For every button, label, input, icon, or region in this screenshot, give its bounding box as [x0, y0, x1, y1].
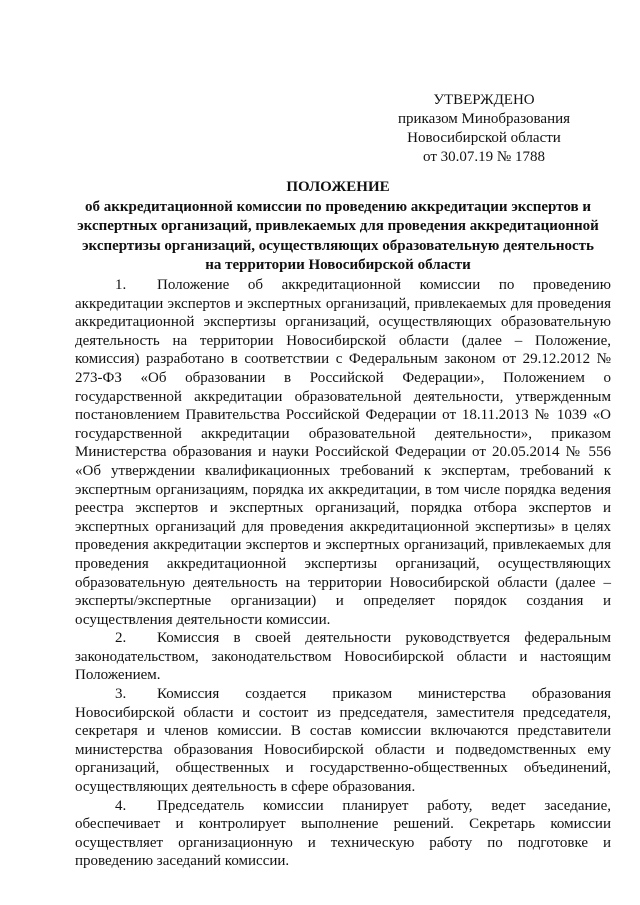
- approval-line-1: УТВЕРЖДЕНО: [433, 92, 535, 108]
- document-title: [60, 178, 616, 276]
- paragraph-3: [75, 685, 611, 797]
- title-heading: ПОЛОЖЕНИЕ: [286, 179, 390, 195]
- paragraph-number: 1.: [115, 277, 127, 293]
- paragraph-text: Комиссия в своей деятельности руководствуется федеральным законодательством, законодательством Новосибирской области и настоящим Положением.: [75, 630, 611, 684]
- paragraph-text: Комиссия создается приказом министерства образования Новосибирской области и состоит из председателя, заместителя председателя, секретаря и членов комиссии. В состав комиссии включаются представители министерства образования Новосибирской области и подведомственных ему организаций, общественных и государственно-общественных объединений, осуществляющих деятельность в сфере образования.: [75, 686, 611, 796]
- title-line-2: экспертных организаций, привлекаемых для проведения аккредитационной: [77, 218, 599, 234]
- paragraph-number: 2.: [115, 630, 127, 647]
- title-line-3: экспертизы организаций, осуществляющих образовательную деятельность: [82, 237, 594, 254]
- paragraph-text: Положение об аккредитационной комиссии по проведению аккредитации экспертов и экспертных организаций, привлекаемых для проведения аккредитационной экспертизы организаций, осуществляющих образовательную деятельность на территории Новосибирской области (далее – Положение, комиссия) разработано в соответствии с Федеральным законом от 29.12.2012 № 273-ФЗ «Об образовании в Российской Федерации», Положением о государственной аккредитации образовательной деятельности, утвержденным постановлением Правительства Российской Федерации от 18.11.2013 № 1039 «О государственной аккредитации образовательной деятельности», приказом Министерства образования и науки Российской Федерации от 20.05.2014 № 556 «Об утверждении квалификационных требований к экспертам, требований к экспертным организациям, порядка их аккредитации, в том числе порядка ведения реестра экспертов и экспертных организаций, порядка отбора экспертов и экспертных организаций для проведения аккредитационной экспертизы» в целях проведения аккредитации экспертов и экспертных организаций, привлекаемых для проведения аккредитационной экспертизы организаций, осуществляющих образовательную деятельность на территории Новосибирской области (далее – эксперты/экспертные организации) и определяет порядок создания и осуществления деятельности комиссии.: [75, 277, 611, 628]
- paragraph-number: 3.: [115, 686, 127, 703]
- approval-line-2: приказом Минобразования: [397, 111, 571, 127]
- paragraph-1: [75, 276, 611, 629]
- title-line-4: на территории Новосибирской области: [205, 257, 471, 273]
- title-line-1: об аккредитационной комиссии по проведению аккредитации экспертов и: [85, 198, 591, 215]
- document-body: [75, 276, 611, 871]
- paragraph-text: Председатель комиссии планирует работу, ведет заседание, обеспечивает и контролирует выполнение решений. Секретарь комиссии осуществляет организационную и техническую работу по подготовке и проведению заседаний комиссии.: [75, 797, 611, 870]
- paragraph-2: [75, 629, 611, 685]
- paragraph-number: 4.: [115, 797, 127, 814]
- paragraph-4: [75, 797, 611, 871]
- approval-line-4: от 30.07.19 № 1788: [423, 149, 545, 165]
- approval-line-3: Новосибирской области: [407, 130, 561, 146]
- approval-stamp: [384, 91, 584, 167]
